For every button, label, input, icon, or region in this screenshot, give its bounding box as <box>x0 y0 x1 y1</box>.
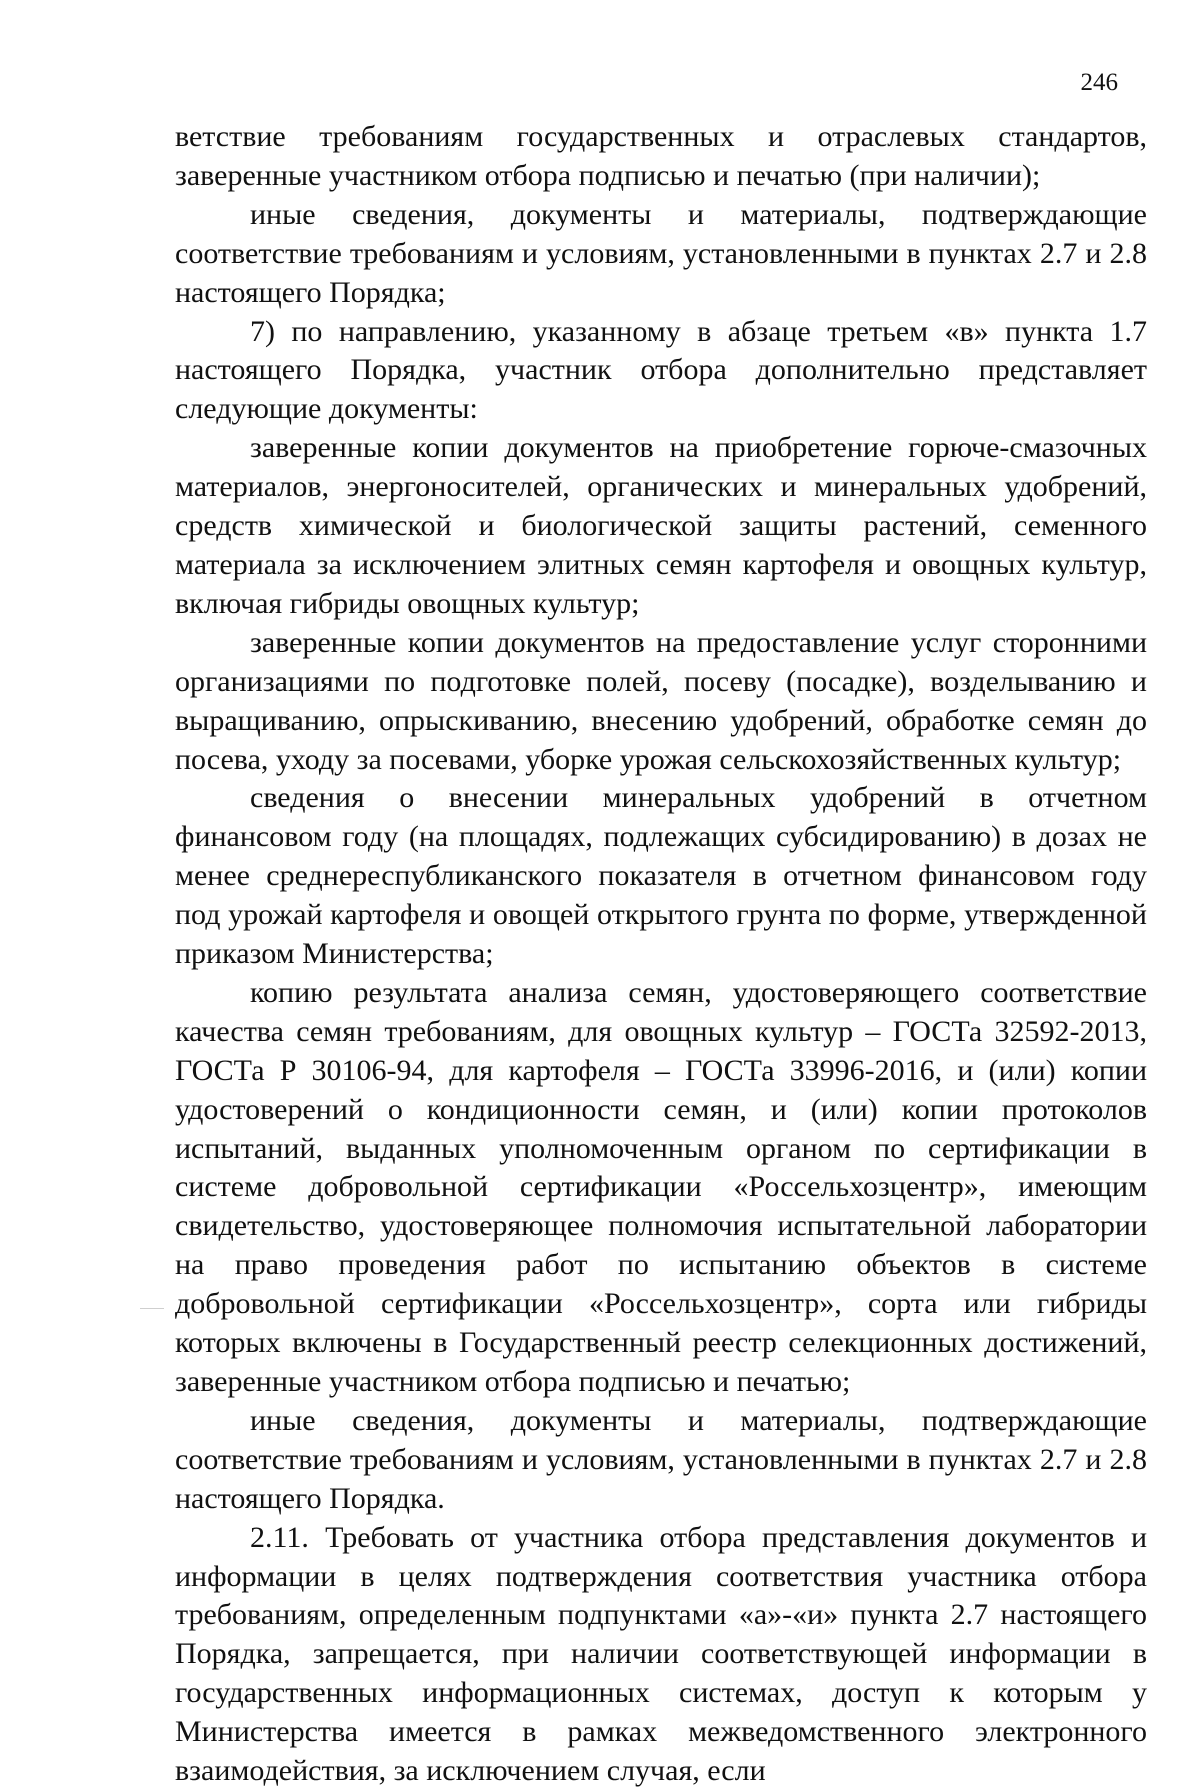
paragraph: заверенные копии документов на приобретение горюче-смазочных материалов, энергоносителей, органических и минеральных удобрений, средств химической и биологической защиты растений, семенного материала за исключением элитных семян картофеля и овощных культур, включая гибриды овощных культур; <box>175 431 1147 620</box>
page-number: 246 <box>1080 69 1118 96</box>
paragraph: сведения о внесении минеральных удобрений в отчетном финансовом году (на площадях, подлежащих субсидированию) в дозах не менее среднереспубликанского показателя в отчетном финансовом году под урожай картофеля и овощей открытого грунта по форме, утвержденной приказом Министерства; <box>175 781 1147 971</box>
paragraph-continuation: ветствие требованиям государственных и отраслевых стандартов, заверенные участником отбора подписью и печатью (при наличии); <box>175 120 1147 192</box>
paragraph: заверенные копии документов на предоставление услуг сторонними организациями по подготовке полей, посеву (посадке), возделыванию и выращиванию, опрыскиванию, внесению удобрений, обработке семян до посева, уходу за посевами, уборке урожая сельскохозяйственных культур; <box>175 625 1147 776</box>
paragraph-section-2-11: 2.11. Требовать от участника отбора представления документов и информации в целях подтверждения соответствия участника отбора требованиям, определенным подпунктами «а»-«и» пункта 2.7 настоящего Порядка, запрещается, при наличии соответствующей информации в государственных информационных системах, доступ к которым у Министерства имеется в рамках межведомственного электронного взаимодействия, за исключением случая, если <box>175 1520 1147 1788</box>
paragraph-item-7: 7) по направлению, указанному в абзаце третьем «в» пункта 1.7 настоящего Порядка, участник отбора дополнительно представляет следующие документы: <box>175 314 1147 426</box>
scan-artifact-mark <box>140 1308 164 1309</box>
document-body <box>175 118 1147 1791</box>
paragraph: иные сведения, документы и материалы, подтверждающие соответствие требованиям и условиям, установленными в пунктах 2.7 и 2.8 настоящего Порядка. <box>175 1403 1147 1515</box>
paragraph: копию результата анализа семян, удостоверяющего соответствие качества семян требованиям, для овощных культур – ГОСТа 32592-2013, ГОСТа Р 30106-94, для картофеля – ГОСТа 33996-2016, и (или) копии удостоверений о кондиционности семян, и (или) копии протоколов испытаний, выданных уполномоченным органом по сертификации в системе добровольной сертификации «Россельхозцентр», имеющим свидетельство, удостоверяющее полномочия испытательной лаборатории на право проведения работ по испытанию объектов в системе добровольной сертификации «Россельхозцентр», сорта или гибриды которых включены в Государственный реестр селекционных достижений, заверенные участником отбора подписью и печатью; <box>175 975 1147 1398</box>
paragraph: иные сведения, документы и материалы, подтверждающие соответствие требованиям и условиям, установленными в пунктах 2.7 и 2.8 настоящего Порядка; <box>175 197 1147 309</box>
